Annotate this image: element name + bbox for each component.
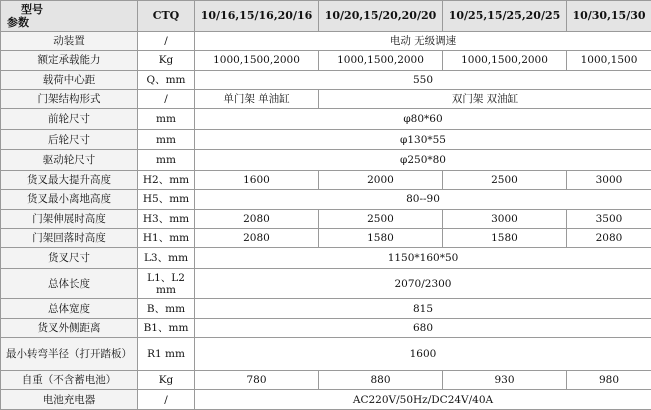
param-unit: L3、mm (138, 248, 195, 268)
param-unit: / (138, 390, 195, 410)
param-name: 货叉最大提升高度 (1, 170, 138, 189)
param-value: 2080 (195, 209, 319, 228)
table-row (1, 109, 651, 129)
unit-header: CTQ (138, 1, 195, 32)
param-name: 货叉最小离地高度 (1, 190, 138, 209)
param-value: 单门架 单油缸 (195, 89, 319, 108)
param-value: 2500 (319, 209, 443, 228)
table-row (1, 299, 651, 318)
param-unit: mm (138, 109, 195, 129)
param-value: 2500 (443, 170, 567, 189)
param-name: 载荷中心距 (1, 70, 138, 89)
param-value: φ130*55 (195, 129, 651, 149)
param-name: 后轮尺寸 (1, 129, 138, 149)
param-name: 总体宽度 (1, 299, 138, 318)
param-value: 550 (195, 70, 651, 89)
param-name: 总体长度 (1, 268, 138, 299)
param-name: 自重（不含蓄电池） (1, 371, 138, 390)
param-value: 980 (567, 371, 651, 390)
param-unit: / (138, 31, 195, 50)
table-row (1, 150, 651, 170)
table-row (1, 371, 651, 390)
model-header-4: 10/30,15/30 (567, 1, 651, 32)
param-unit: Kg (138, 51, 195, 70)
param-value: 880 (319, 371, 443, 390)
param-value: 3500 (567, 209, 651, 228)
param-value: 780 (195, 371, 319, 390)
param-name: 额定承载能力 (1, 51, 138, 70)
param-unit (138, 268, 195, 299)
param-value: 2000 (319, 170, 443, 189)
param-value: 1000,1500,2000 (443, 51, 567, 70)
param-value: 930 (443, 371, 567, 390)
param-value: 1580 (319, 228, 443, 247)
param-value: 3000 (567, 170, 651, 189)
corner-model-label: 型号 (21, 2, 43, 16)
param-unit: mm (138, 129, 195, 149)
table-row (1, 248, 651, 268)
param-name: 门架伸展时高度 (1, 209, 138, 228)
param-unit: H5、mm (138, 190, 195, 209)
param-unit: mm (138, 150, 195, 170)
param-name: 驱动轮尺寸 (1, 150, 138, 170)
param-unit: Kg (138, 371, 195, 390)
param-value: 1150*160*50 (195, 248, 651, 268)
param-value: 815 (195, 299, 651, 318)
table-row (1, 268, 651, 299)
param-value: 1580 (443, 228, 567, 247)
param-unit: B1、mm (138, 318, 195, 337)
corner-cell (1, 1, 138, 32)
param-value: 双门架 双油缸 (319, 89, 651, 108)
param-name: 前轮尺寸 (1, 109, 138, 129)
param-value: 1000,1500,2000 (195, 51, 319, 70)
table-row (1, 228, 651, 247)
param-value: 3000 (443, 209, 567, 228)
table-row (1, 209, 651, 228)
param-unit: Q、mm (138, 70, 195, 89)
param-value: 2080 (195, 228, 319, 247)
param-unit: / (138, 89, 195, 108)
param-value: 1600 (195, 170, 319, 189)
header-row (1, 1, 651, 32)
param-name: 货叉外侧距离 (1, 318, 138, 337)
param-value: 2070/2300 (195, 268, 651, 299)
table-row (1, 129, 651, 149)
table-row (1, 70, 651, 89)
param-unit: H3、mm (138, 209, 195, 228)
table-row (1, 390, 651, 410)
param-unit: H2、mm (138, 170, 195, 189)
model-header-3: 10/25,15/25,20/25 (443, 1, 567, 32)
table-row (1, 31, 651, 50)
param-value: 1600 (195, 338, 651, 371)
table-row (1, 190, 651, 209)
corner-param-label: 参数 (7, 15, 29, 29)
param-value: φ80*60 (195, 109, 651, 129)
param-unit-line: mm (156, 283, 176, 296)
table-row (1, 51, 651, 70)
param-value: 1000,1500,2000 (319, 51, 443, 70)
table-row (1, 338, 651, 371)
table-row (1, 170, 651, 189)
param-name: 最小转弯半径（打开踏板） (1, 338, 138, 371)
param-name: 门架结构形式 (1, 89, 138, 108)
param-name: 门架回落时高度 (1, 228, 138, 247)
param-unit: H1、mm (138, 228, 195, 247)
param-value: 80--90 (195, 190, 651, 209)
param-name: 电池充电器 (1, 390, 138, 410)
param-value: 680 (195, 318, 651, 337)
param-unit-line: L1、L2 (147, 271, 185, 284)
param-name: 动装置 (1, 31, 138, 50)
param-unit: B、mm (138, 299, 195, 318)
model-header-1: 10/16,15/16,20/16 (195, 1, 319, 32)
param-value: 2080 (567, 228, 651, 247)
param-name: 货叉尺寸 (1, 248, 138, 268)
param-value: 1000,1500 (567, 51, 651, 70)
param-value: 电动 无级调速 (195, 31, 651, 50)
param-unit: R1 mm (138, 338, 195, 371)
table-row (1, 89, 651, 108)
model-header-2: 10/20,15/20,20/20 (319, 1, 443, 32)
param-value: AC220V/50Hz/DC24V/40A (195, 390, 651, 410)
param-value: φ250*80 (195, 150, 651, 170)
table-row (1, 318, 651, 337)
